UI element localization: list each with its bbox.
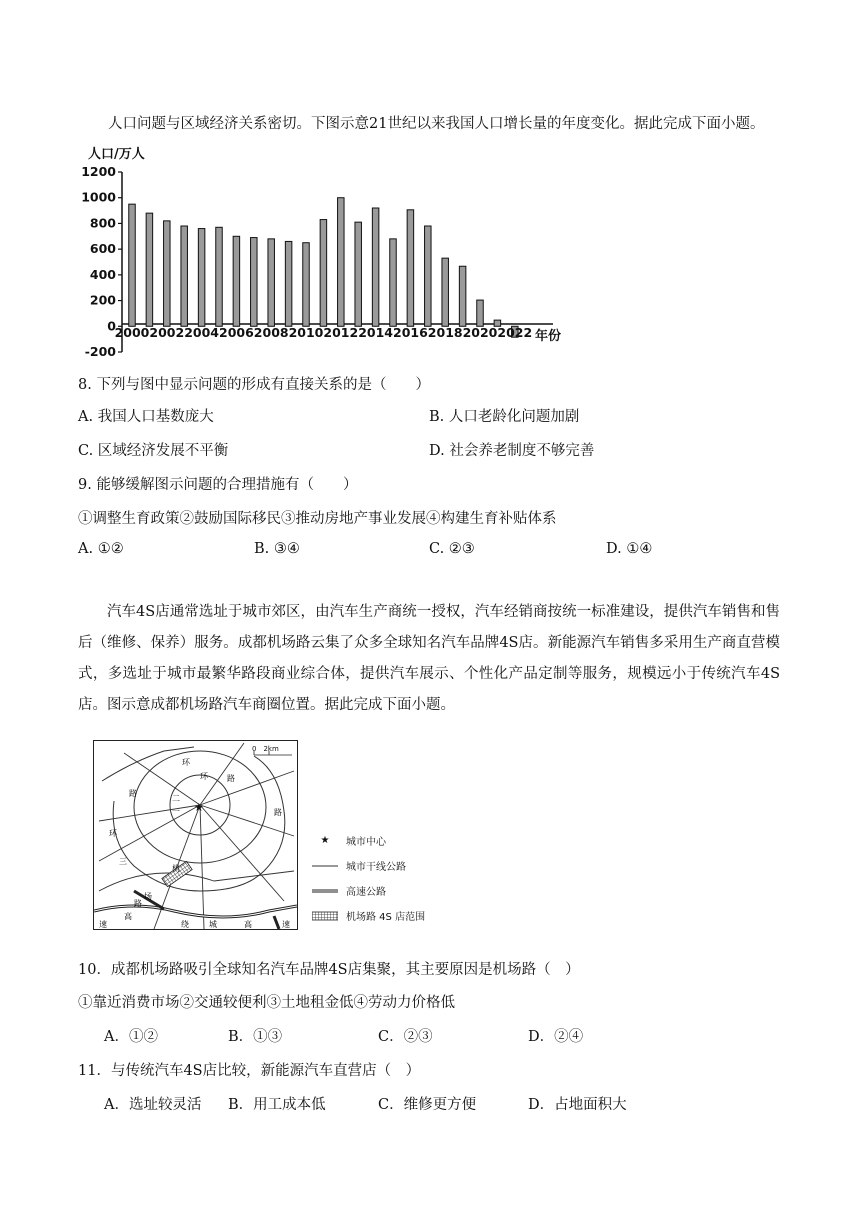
x-tick-label: 2008 bbox=[253, 325, 289, 340]
y-tick-label: -200 bbox=[84, 344, 116, 358]
legend-city-center bbox=[312, 833, 386, 848]
q10-11-intro: 汽车4S店通常选址于城市郊区，由汽车生产商统一授权，汽车经销商按统一标准建设，提供汽车销售和售后（维修、保养）服务。成都机场路云集了众多全球知名汽车品牌4S店。新能源汽车销售多采用生产商直营模式，多选址于城市最繁华路段商业综合体，提供汽车展示、个性化产品定制等服务，规模远小于传统汽车4S店。图示意成都机场路汽车商圈位置。据此完成下面小题。 bbox=[78, 604, 780, 713]
map-label-er: 二 bbox=[172, 794, 180, 803]
q8-option-c[interactable]: C. 区域经济发展不平衡 bbox=[78, 443, 229, 459]
y-tick-label: 200 bbox=[89, 292, 116, 308]
q9-option-b[interactable]: B. ③④ bbox=[254, 541, 300, 557]
bar-2016 bbox=[407, 210, 414, 326]
city-center-star-icon: ★ bbox=[194, 801, 204, 814]
map-label-chang: 场 bbox=[144, 892, 152, 901]
q9-statements: ①调整生育政策②鼓励国际移民③推动房地产事业发展④构建生育补贴体系 bbox=[78, 511, 557, 527]
x-tick-label: 2018 bbox=[427, 325, 463, 340]
map-label-lu-airport: 路 bbox=[134, 899, 142, 908]
bar-2011 bbox=[320, 220, 327, 327]
y-tick-label: 1200 bbox=[81, 164, 116, 179]
x-tick-label: 2004 bbox=[184, 325, 219, 340]
map-label-huan-top: 环 bbox=[182, 758, 190, 767]
map-label-gao-right: 高 bbox=[244, 920, 252, 929]
q10-statements: ①靠近消费市场②交通较便利③土地租金低④劳动力价格低 bbox=[78, 995, 455, 1011]
bar-2001 bbox=[146, 213, 153, 326]
bar-2017 bbox=[425, 226, 432, 326]
thin-line-icon bbox=[312, 862, 338, 870]
q10-option-c[interactable]: C．②③ bbox=[378, 1029, 433, 1045]
bar-2015 bbox=[390, 239, 397, 326]
bar-2014 bbox=[372, 208, 379, 326]
legend-center-label: 城市中心 bbox=[346, 837, 386, 848]
map-label-cheng: 城 bbox=[209, 920, 217, 929]
map-label-lu-right: 路 bbox=[274, 808, 282, 817]
q8-option-a[interactable]: A. 我国人口基数庞大 bbox=[78, 409, 214, 425]
x-tick-label: 2016 bbox=[393, 325, 428, 340]
bar-2020 bbox=[477, 300, 484, 326]
bar-2004 bbox=[198, 229, 205, 327]
map-label-jin: 速 bbox=[99, 920, 107, 929]
map-label-lu-top: 路 bbox=[227, 774, 235, 783]
q11-option-c[interactable]: C．维修更方便 bbox=[378, 1097, 477, 1113]
map-label-san: 三 bbox=[119, 857, 127, 866]
bar-2006 bbox=[233, 236, 240, 326]
map-label-su: 速 bbox=[282, 920, 290, 929]
q11-stem: 11．与传统汽车4S店比较，新能源汽车直营店（ ） bbox=[78, 1063, 421, 1079]
map-label-ji: 机 bbox=[172, 864, 180, 873]
x-tick-label: 2020 bbox=[462, 325, 498, 340]
q8-option-b[interactable]: B. 人口老龄化问题加剧 bbox=[429, 409, 580, 425]
map-label-lu-left: 路 bbox=[129, 789, 137, 798]
hatched-box-icon bbox=[312, 911, 338, 921]
y-tick-label: 0 bbox=[107, 318, 116, 334]
q10-option-d[interactable]: D．②④ bbox=[528, 1029, 584, 1045]
bar-2012 bbox=[338, 198, 345, 327]
q8-9-intro: 人口问题与区域经济关系密切。下图示意21世纪以来我国人口增长量的年度变化。据此完成下面小题。 bbox=[108, 116, 765, 132]
legend-highway-label: 高速公路 bbox=[346, 887, 386, 898]
q9-option-c[interactable]: C. ②③ bbox=[429, 541, 475, 557]
q10-option-a[interactable]: A．①② bbox=[104, 1029, 158, 1045]
bar-2000 bbox=[129, 204, 136, 326]
bar-2013 bbox=[355, 222, 362, 326]
x-tick-label: 2000 bbox=[114, 325, 150, 340]
legend-trunk-road bbox=[312, 858, 406, 873]
q8-option-d[interactable]: D. 社会养老制度不够完善 bbox=[429, 443, 595, 459]
y-tick-label: 800 bbox=[89, 215, 116, 231]
bar-2019 bbox=[459, 266, 466, 326]
bar-2010 bbox=[303, 243, 310, 327]
bar-2002 bbox=[164, 221, 171, 326]
x-tick-label: 2006 bbox=[219, 325, 254, 340]
map-label-gao-left: 高 bbox=[124, 912, 132, 921]
x-tick-label: 2022 bbox=[497, 325, 533, 340]
q10-option-b[interactable]: B．①③ bbox=[228, 1029, 283, 1045]
q9-option-d[interactable]: D. ①④ bbox=[606, 541, 653, 557]
bar-2009 bbox=[285, 241, 292, 326]
x-tick-label: 2012 bbox=[323, 325, 359, 340]
map-label-rao: 绕 bbox=[181, 920, 189, 929]
map-label-huan-inner: 环 bbox=[200, 772, 208, 781]
q11-option-b[interactable]: B．用工成本低 bbox=[228, 1097, 326, 1113]
chengdu-map bbox=[94, 741, 297, 929]
bar-2008 bbox=[268, 239, 275, 326]
x-tick-label: 2002 bbox=[149, 325, 185, 340]
q11-option-a[interactable]: A．选址较灵活 bbox=[104, 1097, 202, 1113]
legend-trunk-label: 城市干线公路 bbox=[346, 862, 406, 873]
x-tick-label: 2014 bbox=[358, 325, 393, 340]
star-icon: ★ bbox=[320, 835, 330, 846]
x-tick-label: 2010 bbox=[288, 325, 324, 340]
q11-option-d[interactable]: D．占地面积大 bbox=[528, 1097, 627, 1113]
legend-4s-zone bbox=[312, 908, 425, 923]
q10-stem: 10．成都机场路吸引全球知名汽车品牌4S店集聚，其主要原因是机场路（ ） bbox=[78, 962, 580, 978]
y-tick-label: 1000 bbox=[81, 189, 116, 205]
y-tick-label: 400 bbox=[89, 266, 116, 282]
population-growth-chart bbox=[78, 138, 578, 358]
q9-option-a[interactable]: A. ①② bbox=[78, 541, 124, 557]
bar-2005 bbox=[216, 227, 223, 326]
map-label-huan-left: 环 bbox=[109, 829, 117, 838]
double-line-icon bbox=[312, 887, 338, 895]
q9-stem: 9. 能够缓解图示问题的合理措施有（ ） bbox=[78, 477, 358, 493]
legend-highway bbox=[312, 883, 386, 898]
bar-2003 bbox=[181, 226, 188, 326]
bar-2018 bbox=[442, 258, 449, 326]
y-axis-label: 人口/万人 bbox=[88, 147, 145, 162]
map-label-yi: 一 bbox=[172, 807, 180, 816]
q8-stem: 8. 下列与图中显示问题的形成有直接关系的是（ ） bbox=[78, 377, 430, 393]
y-tick-label: 600 bbox=[89, 241, 116, 257]
q10-11-intro-block bbox=[78, 597, 780, 721]
legend-zone-label: 机场路 4S 店范围 bbox=[346, 912, 426, 923]
x-axis-label: 年份 bbox=[535, 329, 562, 344]
map-frame bbox=[93, 740, 298, 930]
map-scale: 0 2km bbox=[252, 745, 279, 753]
bar-2007 bbox=[251, 238, 257, 327]
